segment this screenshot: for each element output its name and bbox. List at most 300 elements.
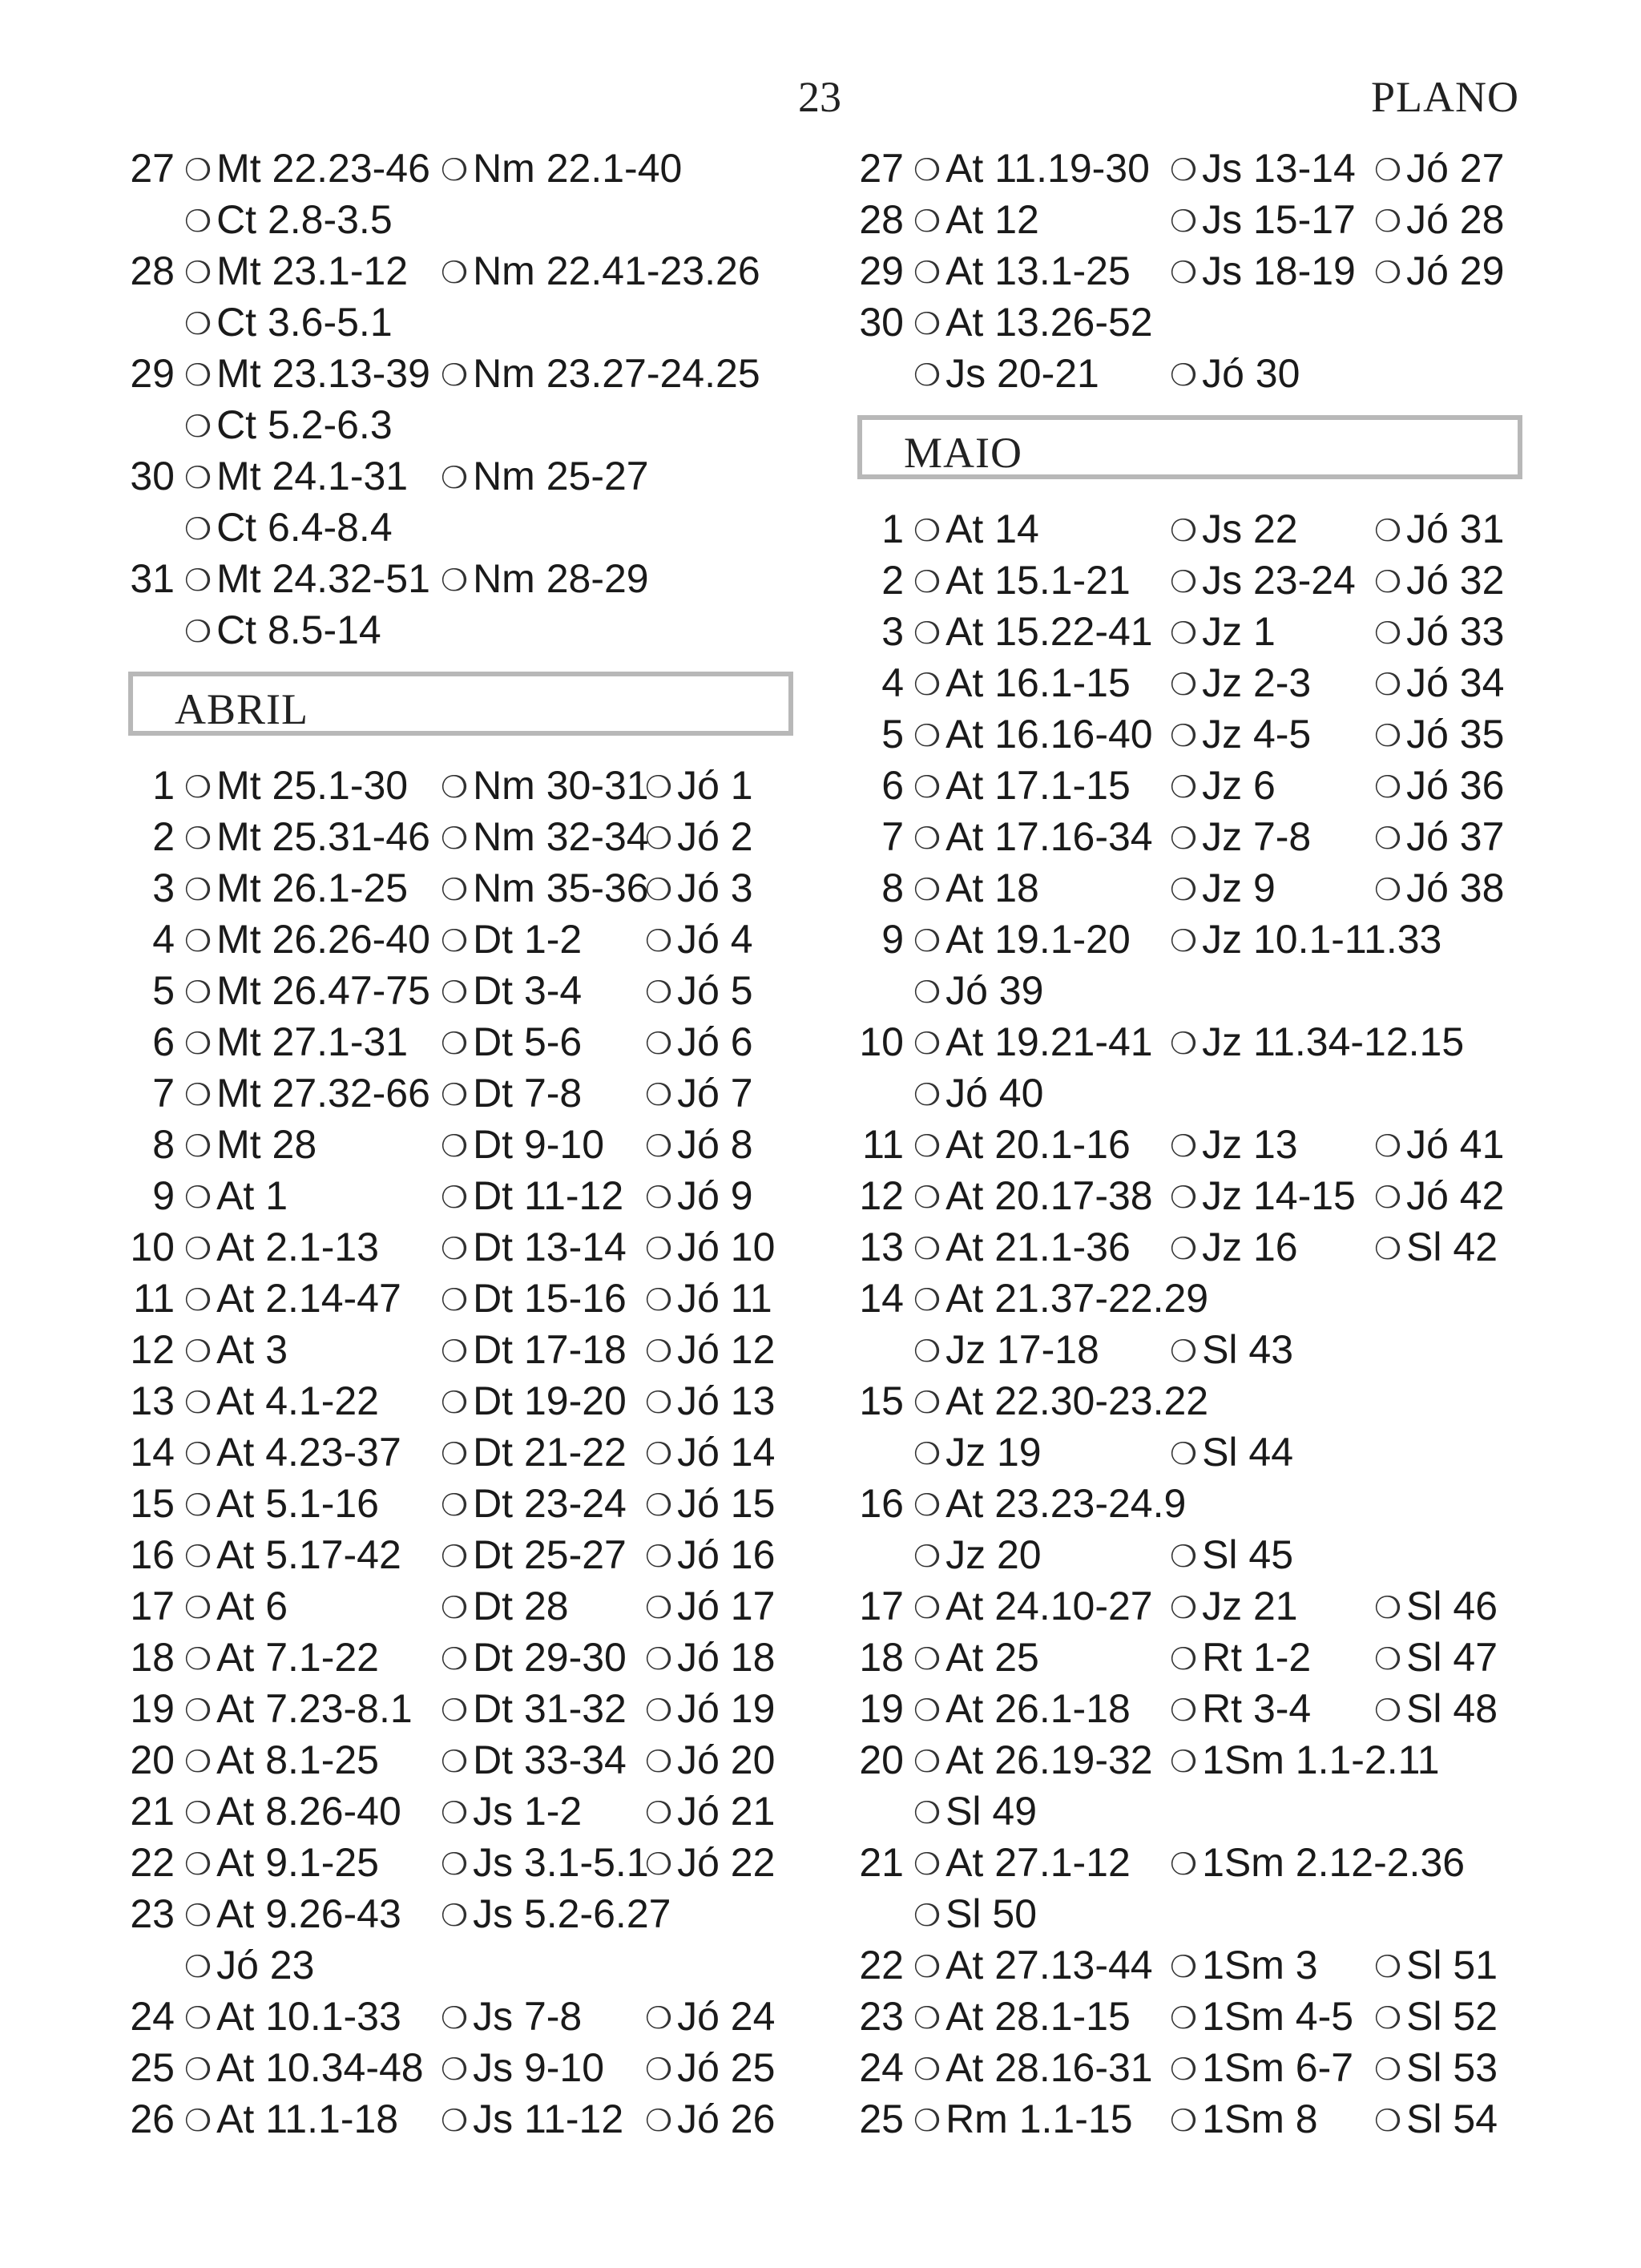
reading-entry	[184, 348, 430, 402]
checkbox-circle-icon[interactable]: ❍	[913, 1951, 941, 1984]
checkbox-circle-icon[interactable]: ❍	[441, 1592, 469, 1625]
checkbox-circle-icon[interactable]: ❍	[913, 2053, 941, 2087]
checkbox-circle-icon[interactable]: ❍	[913, 515, 941, 548]
day-number: 22	[859, 1943, 904, 1988]
checkbox-circle-icon[interactable]: ❍	[1170, 771, 1198, 805]
checkbox-circle-icon[interactable]: ❍	[645, 1694, 673, 1728]
checkbox-circle-icon[interactable]: ❍	[441, 2053, 469, 2087]
checkbox-circle-icon[interactable]: ❍	[1170, 256, 1198, 290]
month-label: ABRIL	[175, 685, 308, 733]
day-number: 2	[881, 558, 904, 603]
checkbox-circle-icon[interactable]: ❍	[184, 822, 212, 856]
checkbox-circle-icon[interactable]: ❍	[441, 925, 469, 958]
checkbox-circle-icon[interactable]: ❍	[1374, 154, 1402, 188]
day-number: 16	[859, 1481, 904, 1526]
checkbox-circle-icon[interactable]: ❍	[1374, 566, 1402, 599]
reading-entry	[1374, 1580, 1498, 1634]
running-head: PLANO	[1370, 73, 1519, 121]
checkbox-circle-icon[interactable]: ❍	[913, 1592, 941, 1625]
checkbox-circle-icon[interactable]: ❍	[1374, 205, 1402, 239]
reading-entry	[184, 1478, 379, 1532]
reading-entry	[184, 1221, 379, 1275]
day-number: 6	[152, 1019, 175, 1064]
checkbox-circle-icon[interactable]: ❍	[184, 462, 212, 495]
checkbox-circle-icon[interactable]: ❍	[645, 1386, 673, 1420]
checkbox-circle-icon[interactable]: ❍	[184, 1592, 212, 1625]
checkbox-circle-icon[interactable]: ❍	[441, 1079, 469, 1112]
checkbox-circle-icon[interactable]: ❍	[913, 1438, 941, 1471]
checkbox-circle-icon[interactable]: ❍	[184, 1745, 212, 1779]
day-number: 5	[152, 968, 175, 1013]
checkbox-circle-icon[interactable]: ❍	[1374, 874, 1402, 907]
checkbox-circle-icon[interactable]: ❍	[441, 976, 469, 1010]
checkbox-circle-icon[interactable]: ❍	[1170, 1233, 1198, 1266]
checkbox-circle-icon[interactable]: ❍	[1374, 771, 1402, 805]
checkbox-circle-icon[interactable]: ❍	[184, 1643, 212, 1677]
reading-entry	[913, 1016, 1153, 1070]
reading-row	[128, 862, 793, 914]
checkbox-circle-icon[interactable]: ❍	[1170, 874, 1198, 907]
checkbox-circle-icon[interactable]: ❍	[184, 410, 212, 444]
reading-entry	[1170, 503, 1298, 557]
reading-row-continuation	[857, 1067, 1522, 1119]
reading-reference: Jz 20	[945, 1532, 1042, 1577]
day-number: 12	[130, 1327, 175, 1372]
reading-entry	[184, 1119, 317, 1172]
checkbox-circle-icon[interactable]: ❍	[913, 1079, 941, 1112]
checkbox-circle-icon[interactable]: ❍	[1170, 1951, 1198, 1984]
checkbox-circle-icon[interactable]: ❍	[1170, 205, 1198, 239]
checkbox-circle-icon[interactable]: ❍	[441, 1797, 469, 1830]
checkbox-circle-icon[interactable]: ❍	[184, 564, 212, 598]
day-number: 10	[130, 1225, 175, 1269]
reading-entry	[184, 1324, 288, 1378]
checkbox-circle-icon[interactable]: ❍	[1374, 668, 1402, 702]
reading-entry	[913, 1427, 1042, 1480]
checkbox-circle-icon[interactable]: ❍	[913, 1797, 941, 1830]
reading-row-continuation	[128, 1939, 793, 1991]
reading-entry	[1374, 1632, 1498, 1685]
reading-reference: Jz 11.34-12.15	[1202, 1019, 1465, 1064]
checkbox-circle-icon[interactable]: ❍	[184, 1027, 212, 1061]
checkbox-circle-icon[interactable]: ❍	[913, 976, 941, 1010]
checkbox-circle-icon[interactable]: ❍	[645, 1233, 673, 1266]
checkbox-circle-icon[interactable]: ❍	[913, 1027, 941, 1061]
reading-row	[128, 1427, 793, 1478]
reading-entry	[184, 194, 393, 248]
checkbox-circle-icon[interactable]: ❍	[184, 256, 212, 290]
checkbox-circle-icon[interactable]: ❍	[441, 1848, 469, 1882]
checkbox-circle-icon[interactable]: ❍	[1170, 1745, 1198, 1779]
checkbox-circle-icon[interactable]: ❍	[1170, 1438, 1198, 1471]
reading-reference: At 26.1-18	[945, 1686, 1131, 1731]
checkbox-circle-icon[interactable]: ❍	[1374, 1951, 1402, 1984]
month-header	[128, 672, 793, 736]
checkbox-circle-icon[interactable]: ❍	[913, 1899, 941, 1933]
reading-row	[857, 708, 1522, 760]
reading-row	[128, 2042, 793, 2093]
reading-reference: Jz 14-15	[1202, 1173, 1356, 1218]
checkbox-circle-icon[interactable]: ❍	[1374, 720, 1402, 753]
checkbox-circle-icon[interactable]: ❍	[1374, 1130, 1402, 1164]
day-number: 17	[130, 1584, 175, 1628]
checkbox-circle-icon[interactable]: ❍	[441, 1438, 469, 1471]
checkbox-circle-icon[interactable]: ❍	[441, 1386, 469, 1420]
reading-reference: Mt 25.1-30	[216, 763, 409, 808]
checkbox-circle-icon[interactable]: ❍	[1170, 1540, 1198, 1574]
checkbox-circle-icon[interactable]: ❍	[645, 822, 673, 856]
checkbox-circle-icon[interactable]: ❍	[913, 154, 941, 188]
reading-row	[128, 348, 793, 399]
checkbox-circle-icon[interactable]: ❍	[1374, 1643, 1402, 1677]
checkbox-circle-icon[interactable]: ❍	[645, 1284, 673, 1318]
reading-reference: Jó 4	[677, 917, 753, 962]
checkbox-circle-icon[interactable]: ❍	[1170, 1848, 1198, 1882]
checkbox-circle-icon[interactable]: ❍	[913, 566, 941, 599]
reading-entry	[913, 1786, 1037, 1839]
checkbox-circle-icon[interactable]: ❍	[1170, 1027, 1198, 1061]
checkbox-circle-icon[interactable]: ❍	[1170, 2053, 1198, 2087]
reading-reference: Rt 3-4	[1202, 1686, 1312, 1731]
checkbox-circle-icon[interactable]: ❍	[441, 1335, 469, 1369]
reading-entry	[184, 862, 408, 916]
checkbox-circle-icon[interactable]: ❍	[184, 359, 212, 393]
reading-reference: Js 5.2-6.27	[473, 1891, 671, 1936]
reading-reference: At 21.37-22.29	[945, 1276, 1209, 1321]
page-number: 23	[798, 73, 841, 121]
checkbox-circle-icon[interactable]: ❍	[1170, 2002, 1198, 2036]
reading-entry	[441, 1324, 627, 1378]
checkbox-circle-icon[interactable]: ❍	[1170, 1592, 1198, 1625]
reading-reference: Jó 13	[677, 1378, 776, 1423]
checkbox-circle-icon[interactable]: ❍	[913, 359, 941, 393]
reading-entry	[645, 2093, 775, 2147]
checkbox-circle-icon[interactable]: ❍	[1374, 515, 1402, 548]
reading-reference: Jó 39	[945, 968, 1044, 1013]
checkbox-circle-icon[interactable]: ❍	[645, 874, 673, 907]
checkbox-circle-icon[interactable]: ❍	[645, 1335, 673, 1369]
checkbox-circle-icon[interactable]: ❍	[913, 1130, 941, 1164]
reading-entry	[441, 1170, 623, 1224]
checkbox-circle-icon[interactable]: ❍	[184, 1386, 212, 1420]
checkbox-circle-icon[interactable]: ❍	[913, 205, 941, 239]
checkbox-circle-icon[interactable]: ❍	[1374, 2002, 1402, 2036]
checkbox-circle-icon[interactable]: ❍	[645, 1540, 673, 1574]
checkbox-circle-icon[interactable]: ❍	[1170, 359, 1198, 393]
reading-entry	[1170, 348, 1300, 402]
checkbox-circle-icon[interactable]: ❍	[184, 2053, 212, 2087]
checkbox-circle-icon[interactable]: ❍	[441, 822, 469, 856]
checkbox-circle-icon[interactable]: ❍	[441, 2002, 469, 2036]
checkbox-circle-icon[interactable]: ❍	[1170, 2105, 1198, 2138]
checkbox-circle-icon[interactable]: ❍	[184, 1284, 212, 1318]
checkbox-circle-icon[interactable]: ❍	[1374, 2105, 1402, 2138]
reading-reference: Dt 3-4	[473, 968, 583, 1013]
day-number: 11	[862, 1122, 904, 1167]
reading-reference: Jó 36	[1406, 763, 1505, 808]
checkbox-circle-icon[interactable]: ❍	[1374, 1181, 1402, 1215]
checkbox-circle-icon[interactable]: ❍	[645, 1643, 673, 1677]
reading-entry	[441, 1016, 582, 1070]
checkbox-circle-icon[interactable]: ❍	[913, 925, 941, 958]
checkbox-circle-icon[interactable]: ❍	[184, 1848, 212, 1882]
reading-reference: Jó 14	[677, 1430, 776, 1475]
checkbox-circle-icon[interactable]: ❍	[1170, 925, 1198, 958]
checkbox-circle-icon[interactable]: ❍	[184, 1233, 212, 1266]
checkbox-circle-icon[interactable]: ❍	[913, 1489, 941, 1523]
checkbox-circle-icon[interactable]: ❍	[1170, 1335, 1198, 1369]
checkbox-circle-icon[interactable]: ❍	[441, 1540, 469, 1574]
checkbox-circle-icon[interactable]: ❍	[1374, 822, 1402, 856]
checkbox-circle-icon[interactable]: ❍	[645, 1797, 673, 1830]
checkbox-circle-icon[interactable]: ❍	[913, 1284, 941, 1318]
reading-row	[857, 914, 1522, 965]
checkbox-circle-icon[interactable]: ❍	[913, 2105, 941, 2138]
reading-reference: At 28.1-15	[945, 1994, 1131, 2039]
reading-row	[128, 450, 793, 502]
checkbox-circle-icon[interactable]: ❍	[913, 1335, 941, 1369]
checkbox-circle-icon[interactable]: ❍	[645, 1745, 673, 1779]
checkbox-circle-icon[interactable]: ❍	[645, 1592, 673, 1625]
reading-reference: At 6	[216, 1584, 288, 1628]
checkbox-circle-icon[interactable]: ❍	[441, 1694, 469, 1728]
checkbox-circle-icon[interactable]: ❍	[184, 308, 212, 341]
checkbox-circle-icon[interactable]: ❍	[1374, 617, 1402, 651]
checkbox-circle-icon[interactable]: ❍	[184, 2002, 212, 2036]
reading-entry	[441, 965, 582, 1019]
reading-reference: At 10.1-33	[216, 1994, 401, 2039]
checkbox-circle-icon[interactable]: ❍	[645, 1079, 673, 1112]
checkbox-circle-icon[interactable]: ❍	[184, 1899, 212, 1933]
checkbox-circle-icon[interactable]: ❍	[184, 1438, 212, 1471]
checkbox-circle-icon[interactable]: ❍	[645, 1181, 673, 1215]
reading-entry	[645, 760, 753, 813]
reading-reference: 1Sm 3	[1202, 1943, 1318, 1988]
reading-reference: Jó 16	[677, 1532, 776, 1577]
reading-entry	[913, 657, 1131, 711]
day-number: 14	[859, 1276, 904, 1321]
checkbox-circle-icon[interactable]: ❍	[913, 1386, 941, 1420]
reading-entry	[441, 1683, 627, 1737]
reading-reference: Dt 23-24	[473, 1481, 627, 1526]
reading-row	[857, 1170, 1522, 1221]
reading-row	[128, 143, 793, 194]
checkbox-circle-icon[interactable]: ❍	[913, 1540, 941, 1574]
reading-entry	[913, 555, 1131, 608]
checkbox-circle-icon[interactable]: ❍	[913, 771, 941, 805]
reading-entry	[441, 1067, 582, 1121]
checkbox-circle-icon[interactable]: ❍	[645, 1438, 673, 1471]
day-number: 26	[130, 2096, 175, 2141]
checkbox-circle-icon[interactable]: ❍	[913, 1848, 941, 1882]
checkbox-circle-icon[interactable]: ❍	[1170, 515, 1198, 548]
day-number: 23	[130, 1891, 175, 1936]
checkbox-circle-icon[interactable]: ❍	[1170, 1694, 1198, 1728]
checkbox-circle-icon[interactable]: ❍	[184, 1489, 212, 1523]
checkbox-circle-icon[interactable]: ❍	[184, 1797, 212, 1830]
checkbox-circle-icon[interactable]: ❍	[184, 205, 212, 239]
day-number: 25	[859, 2096, 904, 2141]
reading-row	[128, 1016, 793, 1067]
checkbox-circle-icon[interactable]: ❍	[645, 1489, 673, 1523]
checkbox-circle-icon[interactable]: ❍	[913, 256, 941, 290]
reading-reference: Dt 9-10	[473, 1122, 605, 1167]
checkbox-circle-icon[interactable]: ❍	[913, 617, 941, 651]
checkbox-circle-icon[interactable]: ❍	[1170, 154, 1198, 188]
checkbox-circle-icon[interactable]: ❍	[441, 1027, 469, 1061]
reading-row	[128, 811, 793, 862]
reading-entry	[1170, 1683, 1311, 1737]
checkbox-circle-icon[interactable]: ❍	[184, 1694, 212, 1728]
checkbox-circle-icon[interactable]: ❍	[913, 308, 941, 341]
reading-entry	[1170, 708, 1311, 762]
checkbox-circle-icon[interactable]: ❍	[184, 1951, 212, 1984]
reading-entry	[1374, 606, 1504, 660]
checkbox-circle-icon[interactable]: ❍	[441, 256, 469, 290]
day-number: 7	[152, 1071, 175, 1116]
checkbox-circle-icon[interactable]: ❍	[913, 720, 941, 753]
checkbox-circle-icon[interactable]: ❍	[184, 1181, 212, 1215]
checkbox-circle-icon[interactable]: ❍	[1170, 822, 1198, 856]
checkbox-circle-icon[interactable]: ❍	[441, 771, 469, 805]
checkbox-circle-icon[interactable]: ❍	[441, 1643, 469, 1677]
checkbox-circle-icon[interactable]: ❍	[645, 2053, 673, 2087]
checkbox-circle-icon[interactable]: ❍	[184, 1079, 212, 1112]
checkbox-circle-icon[interactable]: ❍	[913, 822, 941, 856]
reading-reference: Dt 25-27	[473, 1532, 627, 1577]
checkbox-circle-icon[interactable]: ❍	[184, 1335, 212, 1369]
reading-entry	[441, 143, 682, 196]
checkbox-circle-icon[interactable]: ❍	[184, 154, 212, 188]
reading-reference: At 27.1-12	[945, 1840, 1131, 1885]
checkbox-circle-icon[interactable]: ❍	[441, 1899, 469, 1933]
reading-reference: Mt 22.23-46	[216, 146, 430, 191]
checkbox-circle-icon[interactable]: ❍	[1170, 566, 1198, 599]
checkbox-circle-icon[interactable]: ❍	[441, 874, 469, 907]
day-number: 24	[130, 1994, 175, 2039]
checkbox-circle-icon[interactable]: ❍	[184, 771, 212, 805]
day-number: 16	[130, 1532, 175, 1577]
checkbox-circle-icon[interactable]: ❍	[645, 1130, 673, 1164]
checkbox-circle-icon[interactable]: ❍	[184, 925, 212, 958]
reading-entry	[1170, 1427, 1293, 1480]
checkbox-circle-icon[interactable]: ❍	[645, 2002, 673, 2036]
reading-row	[128, 1478, 793, 1529]
checkbox-circle-icon[interactable]: ❍	[1170, 1643, 1198, 1677]
day-number: 27	[859, 146, 904, 191]
checkbox-circle-icon[interactable]: ❍	[1374, 1694, 1402, 1728]
reading-row-continuation	[128, 399, 793, 450]
reading-entry	[184, 553, 430, 607]
checkbox-circle-icon[interactable]: ❍	[1170, 720, 1198, 753]
checkbox-circle-icon[interactable]: ❍	[441, 1181, 469, 1215]
checkbox-circle-icon[interactable]: ❍	[1170, 668, 1198, 702]
reading-reference: At 7.23-8.1	[216, 1686, 413, 1731]
checkbox-circle-icon[interactable]: ❍	[645, 976, 673, 1010]
checkbox-circle-icon[interactable]: ❍	[1170, 1181, 1198, 1215]
day-number: 10	[859, 1019, 904, 1064]
right-column	[857, 143, 1522, 2145]
checkbox-circle-icon[interactable]: ❍	[913, 1181, 941, 1215]
day-number: 4	[152, 917, 175, 962]
reading-reference: Js 1-2	[473, 1789, 583, 1834]
reading-row	[857, 1119, 1522, 1170]
checkbox-circle-icon[interactable]: ❍	[184, 874, 212, 907]
reading-entry	[441, 1786, 582, 1839]
reading-entry	[441, 553, 649, 607]
reading-entry	[645, 1734, 775, 1788]
checkbox-circle-icon[interactable]: ❍	[1170, 617, 1198, 651]
checkbox-circle-icon[interactable]: ❍	[441, 359, 469, 393]
reading-reference: Jó 3	[677, 866, 753, 910]
checkbox-circle-icon[interactable]: ❍	[913, 1233, 941, 1266]
reading-row	[857, 1016, 1522, 1067]
checkbox-circle-icon[interactable]: ❍	[1170, 1130, 1198, 1164]
checkbox-circle-icon[interactable]: ❍	[1374, 256, 1402, 290]
reading-reference: Jó 7	[677, 1071, 753, 1116]
checkbox-circle-icon[interactable]: ❍	[184, 976, 212, 1010]
checkbox-circle-icon[interactable]: ❍	[184, 2105, 212, 2138]
checkbox-circle-icon[interactable]: ❍	[441, 1130, 469, 1164]
checkbox-circle-icon[interactable]: ❍	[913, 1745, 941, 1779]
checkbox-circle-icon[interactable]: ❍	[645, 925, 673, 958]
checkbox-circle-icon[interactable]: ❍	[441, 1284, 469, 1318]
checkbox-circle-icon[interactable]: ❍	[441, 1233, 469, 1266]
reading-entry	[645, 1580, 775, 1634]
checkbox-circle-icon[interactable]: ❍	[441, 2105, 469, 2138]
checkbox-circle-icon[interactable]: ❍	[1374, 1592, 1402, 1625]
checkbox-circle-icon[interactable]: ❍	[441, 1489, 469, 1523]
checkbox-circle-icon[interactable]: ❍	[441, 154, 469, 188]
reading-entry	[1170, 657, 1311, 711]
day-number: 14	[130, 1430, 175, 1475]
reading-entry	[1170, 606, 1276, 660]
checkbox-circle-icon[interactable]: ❍	[441, 1745, 469, 1779]
checkbox-circle-icon[interactable]: ❍	[913, 1694, 941, 1728]
day-number: 8	[152, 1122, 175, 1167]
reading-entry	[645, 1016, 753, 1070]
checkbox-circle-icon[interactable]: ❍	[913, 1643, 941, 1677]
reading-entry	[913, 862, 1039, 916]
reading-row	[857, 811, 1522, 862]
checkbox-circle-icon[interactable]: ❍	[645, 1027, 673, 1061]
checkbox-circle-icon[interactable]: ❍	[1374, 1233, 1402, 1266]
checkbox-circle-icon[interactable]: ❍	[913, 668, 941, 702]
checkbox-circle-icon[interactable]: ❍	[645, 771, 673, 805]
day-number: 9	[881, 917, 904, 962]
reading-reference: At 8.26-40	[216, 1789, 401, 1834]
reading-reference: Jó 33	[1406, 609, 1505, 654]
checkbox-circle-icon[interactable]: ❍	[645, 2105, 673, 2138]
checkbox-circle-icon[interactable]: ❍	[441, 462, 469, 495]
checkbox-circle-icon[interactable]: ❍	[184, 513, 212, 547]
checkbox-circle-icon[interactable]: ❍	[1374, 2053, 1402, 2087]
checkbox-circle-icon[interactable]: ❍	[913, 874, 941, 907]
checkbox-circle-icon[interactable]: ❍	[184, 1130, 212, 1164]
checkbox-circle-icon[interactable]: ❍	[645, 1848, 673, 1882]
reading-entry	[913, 1221, 1131, 1275]
reading-entry	[184, 1016, 408, 1070]
checkbox-circle-icon[interactable]: ❍	[441, 564, 469, 598]
reading-reference: Nm 22.1-40	[473, 146, 683, 191]
reading-entry	[1170, 760, 1276, 813]
reading-entry	[913, 348, 1099, 402]
reading-row	[128, 1786, 793, 1837]
checkbox-circle-icon[interactable]: ❍	[184, 615, 212, 649]
checkbox-circle-icon[interactable]: ❍	[913, 2002, 941, 2036]
reading-reference: Jó 26	[677, 2096, 776, 2141]
checkbox-circle-icon[interactable]: ❍	[184, 1540, 212, 1574]
